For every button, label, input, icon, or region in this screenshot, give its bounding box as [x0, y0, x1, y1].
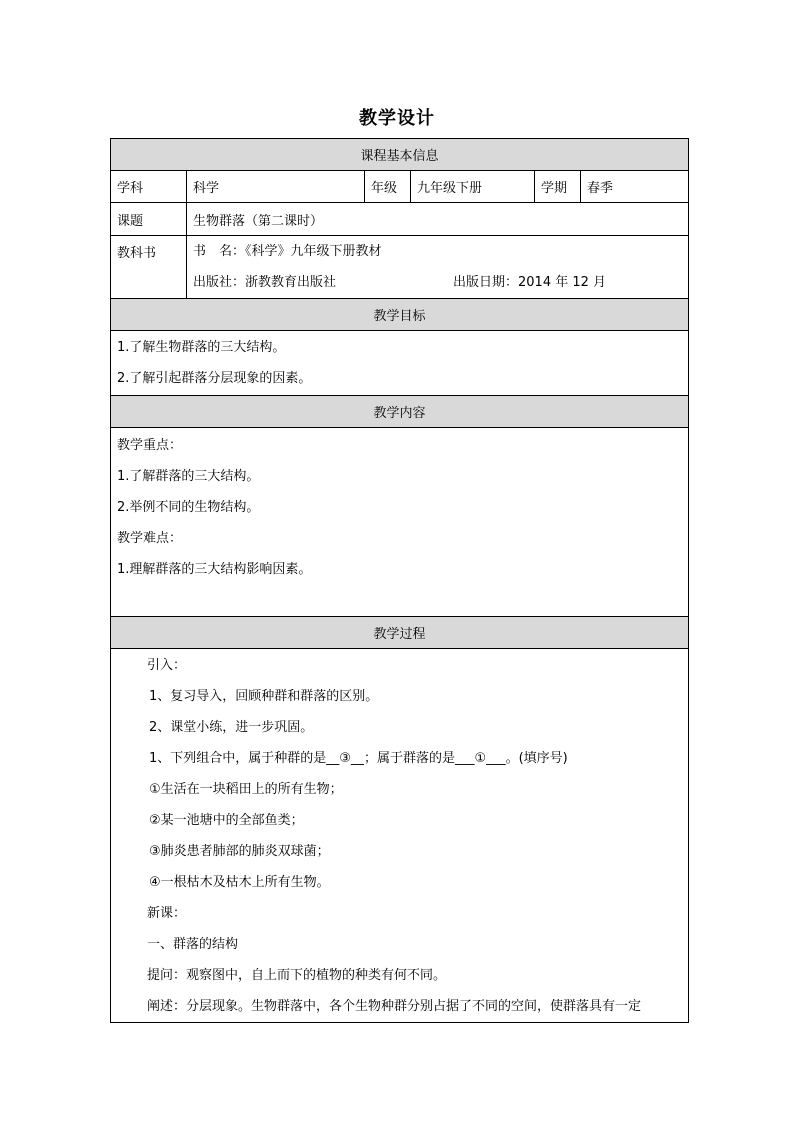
term-label: 学期	[535, 171, 581, 203]
answer-blank-2: ___①___	[454, 751, 506, 766]
new-lesson-label: 新课：	[147, 906, 187, 921]
answer-blank-1: __③__	[326, 751, 364, 766]
exercise-option: ④一根枯木及枯木上所有生物。	[149, 875, 330, 890]
publisher: 出版社：浙教教育出版社	[193, 275, 337, 290]
section-header-content	[111, 396, 689, 428]
process-intro: 引入：	[147, 658, 187, 673]
section-header-goals	[111, 299, 689, 331]
publisher-line	[193, 267, 682, 298]
exercise-question	[117, 743, 682, 774]
content-row	[111, 428, 689, 617]
book-name: 书 名：《科学》九年级下册教材	[193, 244, 382, 259]
subject-value: 科学	[187, 171, 365, 203]
info-row-subject	[111, 171, 689, 203]
info-row-textbook	[111, 236, 689, 299]
question-text: 1、下列组合中，属于种群的是	[149, 751, 327, 766]
process-step: 1、复习导入，回顾种群和群落的区别。	[149, 689, 379, 704]
document-title: 教学设计	[359, 108, 435, 129]
section-title: 课程基本信息	[111, 139, 689, 171]
goals-row	[111, 331, 689, 396]
content-cell	[111, 428, 689, 617]
lesson-plan-table	[110, 138, 689, 1023]
section-title: 教学内容	[111, 396, 689, 428]
textbook-label: 教科书	[111, 236, 187, 299]
section-header-process	[111, 617, 689, 649]
grade-label: 年级	[365, 171, 411, 203]
section-title: 教学目标	[111, 299, 689, 331]
goal-item: 2.了解引起群落分层现象的因素。	[117, 371, 312, 386]
exercise-option: ①生活在一块稻田上的所有生物；	[149, 782, 343, 797]
section-heading: 一、群落的结构	[147, 937, 239, 952]
subject-label: 学科	[111, 171, 187, 203]
exercise-option: ③肺炎患者肺部的肺炎双球菌；	[149, 844, 330, 859]
topic-label: 课题	[111, 203, 187, 236]
content-item: 1.了解群落的三大结构。	[117, 469, 260, 484]
goals-cell	[111, 331, 689, 396]
section-title: 教学过程	[111, 617, 689, 649]
explanation-text: 阐述：分层现象。生物群落中，各个生物种群分别占据了不同的空间，使群落具有一定	[147, 999, 642, 1014]
info-row-topic	[111, 203, 689, 236]
process-row	[111, 649, 689, 1023]
content-item: 2.举例不同的生物结构。	[117, 500, 260, 515]
process-step: 2、课堂小练，进一步巩固。	[149, 720, 314, 735]
exercise-option: ②某一池塘中的全部鱼类；	[149, 813, 304, 828]
question-prompt: 提问：观察图中，自上而下的植物的种类有何不同。	[147, 968, 447, 983]
content-heading-difficulty: 教学难点：	[117, 531, 183, 546]
content-heading-key: 教学重点：	[117, 438, 183, 453]
content-item: 1.理解群落的三大结构影响因素。	[117, 562, 312, 577]
publish-date: 出版日期：2014 年 12 月	[453, 275, 607, 290]
question-text: 。(填序号)	[505, 751, 568, 766]
textbook-details	[187, 236, 689, 299]
question-text: ；属于群落的是	[363, 751, 455, 766]
section-header-basic-info	[111, 139, 689, 171]
term-value: 春季	[581, 171, 689, 203]
grade-value: 九年级下册	[411, 171, 535, 203]
goal-item: 1.了解生物群落的三大结构。	[117, 340, 286, 355]
process-cell	[111, 649, 689, 1023]
topic-value: 生物群落（第二课时）	[187, 203, 689, 236]
